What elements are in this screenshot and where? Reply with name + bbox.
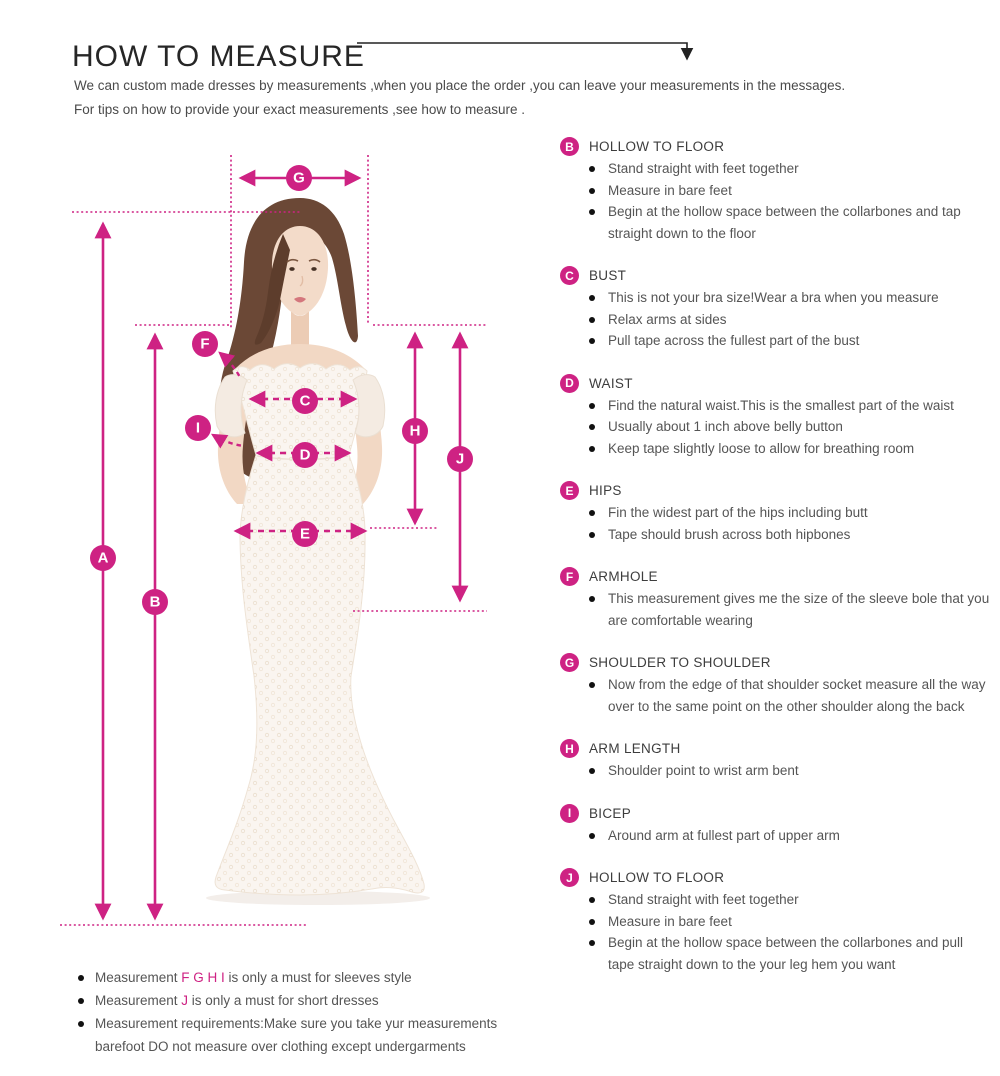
instruction-item: Stand straight with feet together <box>588 158 990 180</box>
instruction-item: This measurement gives me the size of the sleeve bole that you are comfortable wearing <box>588 588 990 631</box>
intro-line-1: We can custom made dresses by measurements ,when you place the order ,you can leave your measurements in the messages. <box>74 78 846 93</box>
measure-label-I <box>185 415 211 441</box>
model-illustration <box>206 198 430 905</box>
svg-text:F: F <box>200 335 210 353</box>
section-heading <box>560 374 996 393</box>
svg-text:H: H <box>409 422 421 440</box>
measurement-list <box>560 137 996 997</box>
section-title: HIPS <box>589 483 622 498</box>
instruction-item: Begin at the hollow space between the collarbones and tap straight down to the floor <box>588 201 990 244</box>
instruction-item: This is not your bra size!Wear a bra when you measure <box>588 287 990 309</box>
svg-text:I: I <box>195 419 201 437</box>
measure-label-G <box>286 165 312 191</box>
instruction-item: Around arm at fullest part of upper arm <box>588 825 990 847</box>
section-j-hollow-to-floor <box>560 868 996 975</box>
letter-badge: B <box>560 137 579 156</box>
svg-text:D: D <box>299 446 311 464</box>
section-title: HOLLOW TO FLOOR <box>589 139 725 154</box>
svg-text:A: A <box>97 549 109 567</box>
letter-badge: H <box>560 739 579 758</box>
eye-left <box>289 267 294 271</box>
footnotes <box>78 966 530 1058</box>
measure-label-E <box>292 521 318 547</box>
section-title: HOLLOW TO FLOOR <box>589 870 725 885</box>
section-title: BUST <box>589 268 627 283</box>
section-heading <box>560 653 996 672</box>
letter-badge: J <box>560 868 579 887</box>
letter-badge: C <box>560 266 579 285</box>
section-e-hips <box>560 481 996 545</box>
measure-label-B <box>142 589 168 615</box>
section-heading <box>560 481 996 500</box>
instruction-bullets <box>560 760 996 782</box>
section-c-bust <box>560 266 996 352</box>
instruction-item: Begin at the hollow space between the collarbones and pull tape straight down to the your leg hem you want <box>588 932 990 975</box>
instruction-item: Find the natural waist.This is the smallest part of the waist <box>588 395 990 417</box>
section-i-bicep <box>560 804 996 847</box>
instruction-bullets <box>560 158 996 244</box>
section-title: WAIST <box>589 375 633 391</box>
instruction-bullets <box>560 889 996 975</box>
measure-label-C <box>292 388 318 414</box>
instruction-bullets <box>560 674 996 717</box>
instruction-item: Shoulder point to wrist arm bent <box>588 760 990 782</box>
instruction-item: Pull tape across the fullest part of the bust <box>588 330 990 352</box>
svg-text:G: G <box>293 169 305 187</box>
measure-label-D <box>292 442 318 468</box>
svg-text:C: C <box>299 392 311 410</box>
highlighted-letters: F G H I <box>181 970 225 985</box>
instruction-item: Usually about 1 inch above belly button <box>588 416 990 438</box>
instruction-bullets <box>560 502 996 545</box>
intro-line-2: For tips on how to provide your exact measurements ,see how to measure . <box>74 102 525 117</box>
instruction-bullets <box>560 395 996 460</box>
instruction-item: Relax arms at sides <box>588 309 990 331</box>
section-heading <box>560 868 996 887</box>
highlighted-letters: J <box>181 993 189 1008</box>
section-d-waist <box>560 374 996 460</box>
svg-text:B: B <box>149 593 161 611</box>
instruction-item: Fin the widest part of the hips including butt <box>588 502 990 524</box>
section-title: SHOULDER TO SHOULDER <box>589 655 771 670</box>
section-title: BICEP <box>589 805 632 821</box>
svg-text:E: E <box>299 525 311 543</box>
section-b-hollow-to-floor <box>560 137 996 244</box>
section-g-shoulder-to-shoulder <box>560 653 996 717</box>
section-heading <box>560 266 996 285</box>
section-heading <box>560 739 996 758</box>
section-title: ARMHOLE <box>589 569 658 584</box>
title-connector-arrow <box>357 43 687 58</box>
footnote-item: Measurement requirements:Make sure you take yur measurements barefoot DO not measure over clothing except undergarments <box>78 1012 530 1058</box>
page-title: HOW TO MEASURE <box>72 40 365 74</box>
letter-badge: E <box>560 481 579 500</box>
section-heading <box>560 567 996 586</box>
letter-badge: D <box>560 374 579 393</box>
instruction-bullets <box>560 825 996 847</box>
measure-label-F <box>192 331 218 357</box>
intro-text <box>74 79 934 127</box>
instruction-item: Now from the edge of that shoulder socket measure all the way over to the same point on the other shoulder along the back <box>588 674 990 717</box>
letter-badge: G <box>560 653 579 672</box>
svg-text:J: J <box>455 450 465 468</box>
instruction-item: Measure in bare feet <box>588 911 990 933</box>
instruction-item: Stand straight with feet together <box>588 889 990 911</box>
section-f-armhole <box>560 567 996 631</box>
footnote-item: Measurement J is only a must for short dresses <box>78 989 530 1012</box>
instruction-bullets <box>560 287 996 352</box>
section-title: ARM LENGTH <box>589 741 681 756</box>
letter-badge: I <box>560 804 579 823</box>
measure-label-A <box>90 545 116 571</box>
instruction-bullets <box>560 588 996 631</box>
instruction-item: Keep tape slightly loose to allow for breathing room <box>588 438 990 460</box>
section-heading <box>560 137 996 156</box>
letter-badge: F <box>560 567 579 586</box>
eye-right <box>311 267 316 271</box>
instruction-item: Measure in bare feet <box>588 180 990 202</box>
measure-label-H <box>402 418 428 444</box>
section-heading <box>560 804 996 823</box>
footnote-item: Measurement F G H I is only a must for sleeves style <box>78 966 530 989</box>
instruction-item: Tape should brush across both hipbones <box>588 524 990 546</box>
measure-label-J <box>447 446 473 472</box>
section-h-arm-length <box>560 739 996 782</box>
